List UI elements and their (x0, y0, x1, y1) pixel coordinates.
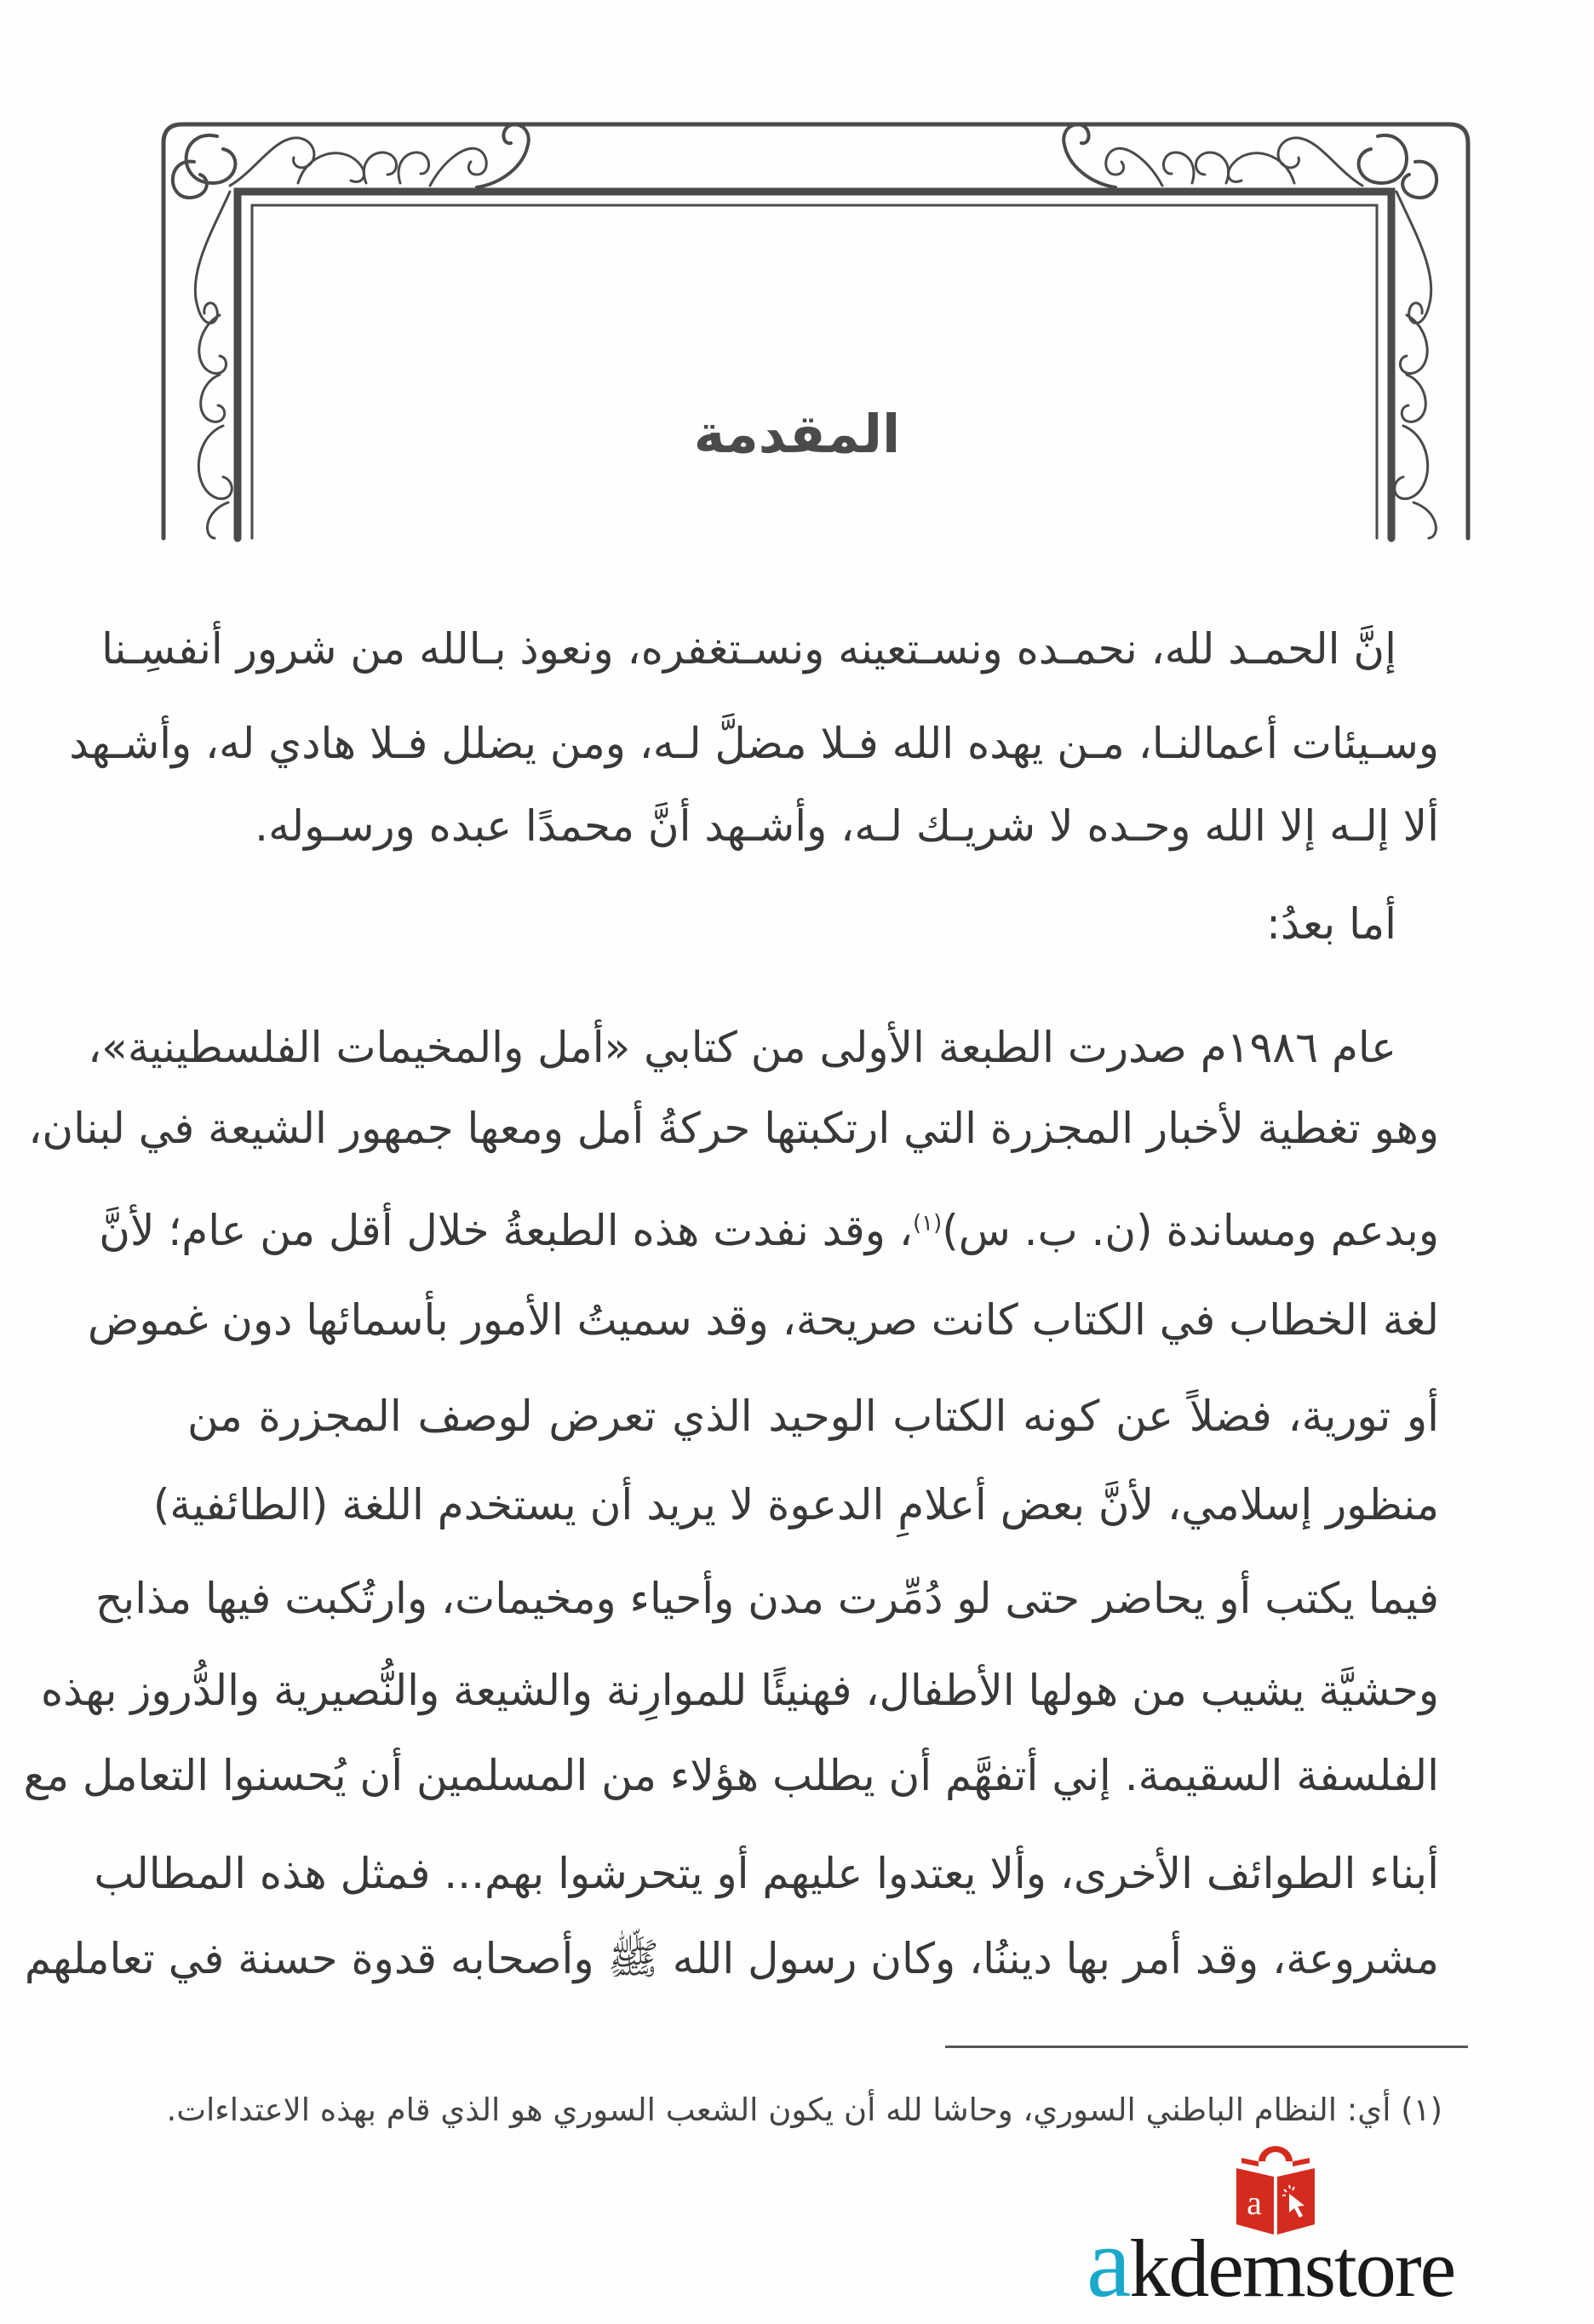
body-line: لغة الخطاب في الكتاب كانت صريحة، وقد سميتُ الأمور بأسمائها دون غموض (88, 1295, 1439, 1345)
body-line: وهو تغطية لأخبار المجزرة التي ارتكبتها حركةُ أمل ومعها جمهور الشيعة في لبنان، (28, 1104, 1439, 1153)
logo-wordmark (1087, 2206, 1455, 2318)
footnote-separator (945, 2046, 1468, 2048)
body-line: إنَّ الحمـد لله، نحمـده ونسـتعينه ونسـتغفره، ونعوذ بـالله من شرور أنفسِـنا (101, 624, 1396, 674)
body-line: فيما يكتب أو يحاضر حتى لو دُمِّرت مدن وأحياء ومخيمات، وارتُكبت فيها مذابح (95, 1574, 1439, 1623)
body-line: أو تورية، فضلاً عن كونه الكتاب الوحيد الذي تعرض لوصف المجزرة من (187, 1392, 1439, 1441)
logo-text-rest: kdemstore (1129, 2223, 1455, 2314)
body-line-part: وبدعم ومساندة (ن. ب. س) (942, 1206, 1439, 1255)
page-title: المقدمة (693, 403, 901, 465)
body-line: الفلسفة السقيمة. إني أتفهَّم أن يطلب هؤلاء من المسلمين أن يُحسنوا التعامل مع (23, 1751, 1439, 1800)
body-line-part: ، وقد نفدت هذه الطبعةُ خلال أقل من عام؛ لأنَّ (99, 1206, 913, 1255)
ornamental-border (0, 0, 1594, 596)
footnote: (١) أي: النظام الباطني السوري، وحاشا لله أن يكون الشعب السوري هو الذي قام بهذه الاعتداءات. (166, 2092, 1442, 2128)
akdemstore-logo[interactable] (1081, 2138, 1473, 2316)
body-line: مشروعة، وقد أمر بها ديننُا، وكان رسول الله ﷺ وأصحابه قدوة حسنة في تعاملهم (24, 1934, 1439, 1983)
body-line: وسـيئات أعمالنـا، مـن يهده الله فـلا مضلَّ لـه، ومن يضلل فـلا هادي له، وأشـهد (69, 719, 1439, 768)
body-line: أما بعدُ: (1266, 899, 1396, 949)
footnote-reference[interactable]: (١) (912, 1210, 943, 1237)
svg-text:a: a (1247, 2183, 1262, 2222)
logo-letter-a: a (1087, 2206, 1130, 2318)
body-line: منظور إسلامي، لأنَّ بعض أعلامِ الدعوة لا يريد أن يستخدم اللغة (الطائفية) (152, 1480, 1439, 1529)
body-line: أبناء الطوائف الأخرى، وألا يعتدوا عليهم أو يتحرشوا بهم... فمثل هذه المطالب (94, 1849, 1439, 1898)
body-line: عام ١٩٨٦م صدرت الطبعة الأولى من كتابي «أمل والمخيمات الفلسطينية»، (88, 1023, 1396, 1072)
decorative-frame (0, 0, 1594, 596)
body-line: ألا إلـه إلا الله وحـده لا شريـك لـه، وأشـهد أنَّ محمدًا عبده ورسـوله. (255, 801, 1439, 851)
body-line: وحشيَّة يشيب من هولها الأطفال، فهنيئًا للموارِنة والشيعة والنُّصيرية والدُّروز بهذه (40, 1666, 1439, 1715)
body-line (99, 1201, 1439, 1260)
